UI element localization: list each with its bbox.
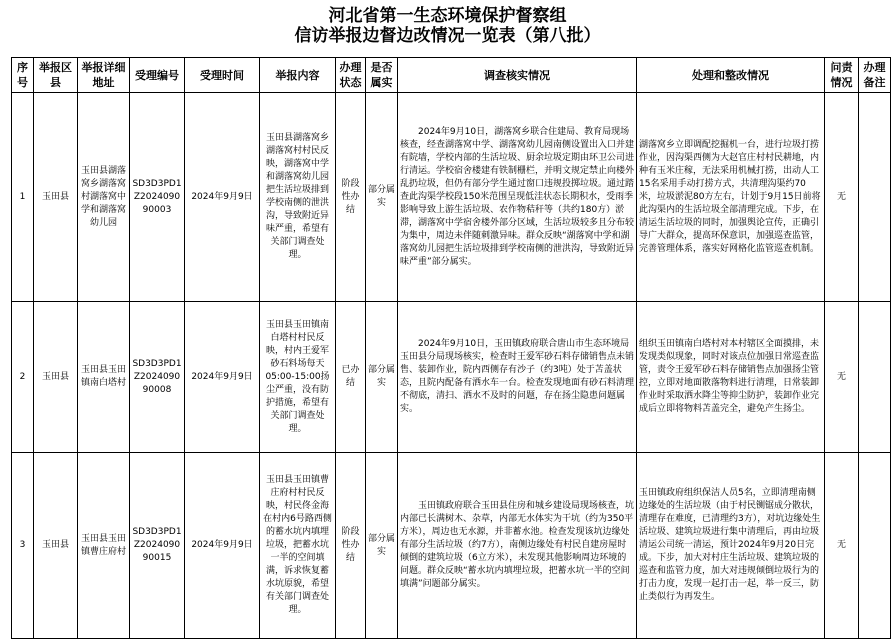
col-header-content: 举报内容 [260,58,336,93]
cell-remarks [859,302,891,453]
cell-investigation: 2024年9月10日，湖落窝乡联合住建局、教育局现场核查，经查湖落窝中学、湖落窝幼儿园南侧设置出入口并建有院墙，学校内部的生活垃圾、厨余垃圾定期由环卫公司进行清运。学校宿舍楼建有铁制栅栏，并明文规定禁止向楼外乱扔垃圾，但仍有部分学生通过窗口违规投掷垃圾。通过踏查此沟渠学校段150米范围呈现低洼状态长期积水，受雨季影响导致上游生活垃圾、农作物秸秆等（共约180方）淤滞，湖落窝中学宿舍楼外部分区域，生活垃圾较多且分布较为集中，周边未伴随刺激异味。群众反映“湖落窝中学和湖落窝幼儿园把生活垃圾排到学校南侧的泄洪沟，导致附近异味严重”部分属实。 [398,93,637,302]
col-header-case-id: 受理编号 [130,58,185,93]
cell-county: 玉田县 [34,302,78,453]
cell-county: 玉田县 [34,93,78,302]
cell-date: 2024年9月9日 [185,93,260,302]
cell-investigation: 2024年9月10日，玉田镇政府联合唐山市生态环境局玉田县分局现场核实，检查时王爱军砂石料存储销售点未销售、装卸作业，院内西侧存有沙子（约3吨）处于苫盖状态，且院内配备有洒水车一台。检查发现地面有砂石料清理不彻底，清扫、洒水不及时的问题，存在扬尘隐患问题属实。 [398,302,637,453]
col-header-rectification: 处理和整改情况 [637,58,825,93]
cell-accountability: 无 [825,302,859,453]
header-row [12,58,891,93]
col-header-no: 序号 [12,58,34,93]
cell-remarks [859,453,891,639]
cell-rectification: 湖落窝乡立即调配挖掘机一台，进行垃圾打捞作业，因沟渠西侧为大赵官庄村村民耕地，内种有玉米庄稼，无法采用机械打捞，出动人工15名采用手动打捞方式，共清理沟渠约70米，垃圾淤泥80方左右，计划于9月15日前将此沟渠内的生活垃圾全部清理完成。下步，在清运生活垃圾的同时，加强舆论宣传，正确引导广大群众，提高环保意识，加强巡查监管，完善管理体系，落实好网格化监管巡查机制。 [637,93,825,302]
cell-no: 1 [12,93,34,302]
col-header-accountability: 问责情况 [825,58,859,93]
cell-county: 玉田县 [34,453,78,639]
col-header-county: 举报区县 [34,58,78,93]
col-header-address: 举报详细地址 [78,58,130,93]
page-title-line1: 河北省第一生态环境保护督察组 [328,6,567,26]
cell-accountability: 无 [825,453,859,639]
cell-date: 2024年9月9日 [185,453,260,639]
col-header-remarks: 办理备注 [859,58,891,93]
cell-verified: 部分属实 [366,302,398,453]
page-title-line2: 信访举报边督边改情况一览表（第八批） [294,26,601,46]
cell-case-id: SD3D3PD1Z202409090015 [130,453,185,639]
cell-remarks [859,93,891,302]
col-header-status: 办理状态 [336,58,366,93]
cell-verified: 部分属实 [366,453,398,639]
table-row [12,453,891,639]
cell-content: 玉田县玉田镇曹庄府村村民反映，村民佟金海在村内6号路西侧的蓄水坑内填埋垃圾，把蓄水坑一半的空间填满，诉求恢复蓄水坑原貌，希望有关部门调查处理。 [260,453,336,639]
cell-address: 玉田县湖落窝乡湖落窝村湖落窝中学和湖落窝幼儿园 [78,93,130,302]
petition-table [11,57,891,639]
cell-case-id: SD3D3PD1Z202409090003 [130,93,185,302]
col-header-date: 受理时间 [185,58,260,93]
cell-status: 阶段性办结 [336,453,366,639]
cell-no: 2 [12,302,34,453]
cell-date: 2024年9月9日 [185,302,260,453]
cell-investigation: 玉田镇政府联合玉田县住房和城乡建设局现场核查，坑内部已长满树木、杂草，内部无水体实为干坑（约为350平方米），周边也无水源，并非蓄水池。检查发现该坑边缘处有部分生活垃圾（约7方），南侧边缘处有村民自建房屋时倾倒的建筑垃圾（6立方米），未发现其他影响周边环境的问题。群众反映“蓄水坑内填埋垃圾，把蓄水坑一半的空间填满”问题部分属实。 [398,453,637,639]
col-header-verified: 是否属实 [366,58,398,93]
table-row [12,93,891,302]
cell-rectification: 组织玉田镇南白塔村对本村辖区全面摸排，未发现类似现象，同时对该点位加强日常巡查监管，责令王爱军砂石料存储销售点加强扬尘管控，立即对地面散落物料进行清理，日常装卸作业时采取洒水降尘等抑尘防护，装卸作业完成后立即将物料苫盖完全，避免产生扬尘。 [637,302,825,453]
cell-address: 玉田县玉田镇曹庄府村 [78,453,130,639]
cell-accountability: 无 [825,93,859,302]
cell-verified: 部分属实 [366,93,398,302]
table-row [12,302,891,453]
cell-content: 玉田县湖落窝乡湖落窝村村民反映，湖落窝中学和湖落窝幼儿园把生活垃圾排到学校南侧的泄洪沟，导致附近异味严重，希望有关部门调查处理。 [260,93,336,302]
col-header-investigation: 调查核实情况 [398,58,637,93]
cell-rectification: 玉田镇政府组织保洁人员5名，立即清理南侧边缘处的生活垃圾（由于村民铡锯成分散状，清理存在难度，已清理约3方），对坑边缘处生活垃圾、建筑垃圾进行集中清理后，再由垃圾清运公司统一清运，预计2024年9月20日完成。下步，加大对村庄生活垃圾、建筑垃圾的巡查和监管力度，加大对违规倾倒垃圾行为的打击力度，发现一起打击一起，举一反三，防止类似行为再发生。 [637,453,825,639]
cell-content: 玉田县玉田镇南白塔村村民反映，村内王爱军砂石料场每天05:00-15:00扬尘严重，没有防护措施，希望有关部门调查处理。 [260,302,336,453]
title-block [0,0,895,57]
cell-status: 阶段性办结 [336,93,366,302]
cell-case-id: SD3D3PD1Z202409090008 [130,302,185,453]
cell-status: 已办结 [336,302,366,453]
cell-no: 3 [12,453,34,639]
cell-address: 玉田县玉田镇南白塔村 [78,302,130,453]
